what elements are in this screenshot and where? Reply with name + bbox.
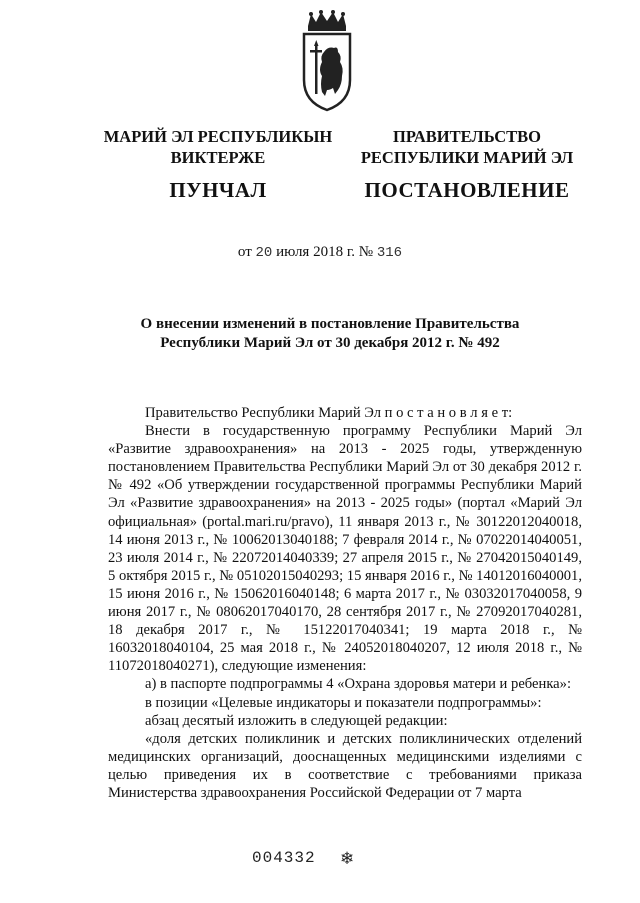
document-number: 316 — [376, 245, 403, 261]
header-right-line2: РЕСПУБЛИКИ МАРИЙ ЭЛ — [360, 148, 574, 167]
title-line2: Республики Марий Эл от 30 декабря 2012 г. № 492 — [160, 335, 500, 351]
document-dateline — [0, 244, 640, 261]
date-month-year: июля 2018 г. № — [276, 244, 374, 260]
date-day: 20 — [255, 245, 273, 261]
header-right-russian — [360, 126, 574, 201]
snowflake-icon: ❄ — [340, 849, 355, 869]
body-paragraph-wording: абзац десятый изложить в следующей редакции: — [145, 712, 448, 729]
body-paragraph-position: в позиции «Целевые индикаторы и показатели подпрограммы»: — [145, 694, 542, 711]
document-title — [100, 315, 560, 353]
date-prefix: от — [237, 244, 252, 260]
document-body — [108, 404, 582, 802]
header-left-line1: МАРИЙ ЭЛ РЕСПУБЛИКЫН — [103, 127, 333, 146]
header-left-line2: ВИКТЕРЖЕ — [170, 148, 266, 167]
form-serial-number: 004332 — [252, 849, 316, 867]
coat-of-arms-bear-icon — [300, 10, 354, 114]
body-paragraph-amendments: Внести в государственную программу Республики Марий Эл «Развитие здравоохранения» на 2013 - 2025 годы, утвержденную постановлением Правительства Республики Марий Эл от 30 декабря 2012 г. № 492 «Об утверждении государственной программы Республики Марий Эл «Развитие здравоохранения» на 2013 - 2025 годы» (портал «Марий Эл официальная» (portal.mari.ru/pravo), 11 января 2013 г., № 30122012040018, 14 июня 2013 г., № 10062013040188; 7 февраля 2014 г., № 07022014040051, 23 июля 2014 г., № 22072014040339; 27 апреля 2015 г., № 27042015040149, 5 октября 2015 г., № 05102015040293; 15 января 2016 г., № 14012016040001, 15 июня 2016 г., № 15062016040148; 6 марта 2017 г., № 03032017040058, 9 июня 2017 г., № 08062017040170, 28 сентября 2017 г., № 27092017040281, 18 декабря 2017 г., № 15122017040341; 19 марта 2018 г., № 16032018040104, 25 мая 2018 г., № 24052018040207, 12 июля 2018 г., № 11072018040271), следующие изменения: — [108, 423, 582, 675]
body-paragraph-subprogram: а) в паспорте подпрограммы 4 «Охрана здоровья матери и ребенка»: — [145, 676, 572, 693]
header-right-line1: ПРАВИТЕЛЬСТВО — [393, 127, 541, 146]
header-right-doctype: ПОСТАНОВЛЕНИЕ — [364, 178, 570, 202]
body-paragraph-decree: Правительство Республики Марий Эл п о с т а н о в л я е т: — [145, 405, 513, 421]
header-left-doctype: ПУНЧАЛ — [169, 178, 267, 202]
title-line1: О внесении изменений в постановление Правительства — [140, 316, 520, 332]
coat-of-arms-emblem — [300, 10, 354, 114]
body-paragraph-quote: «доля детских поликлиник и детских поликлинических отделений медицинских организаций, дооснащенных медицинскими изделиями с целью приведения их в соответствие с требованиями приказа Министерства здравоохранения Российской Федерации от 7 марта — [108, 730, 582, 801]
header-left-mari — [100, 126, 336, 201]
